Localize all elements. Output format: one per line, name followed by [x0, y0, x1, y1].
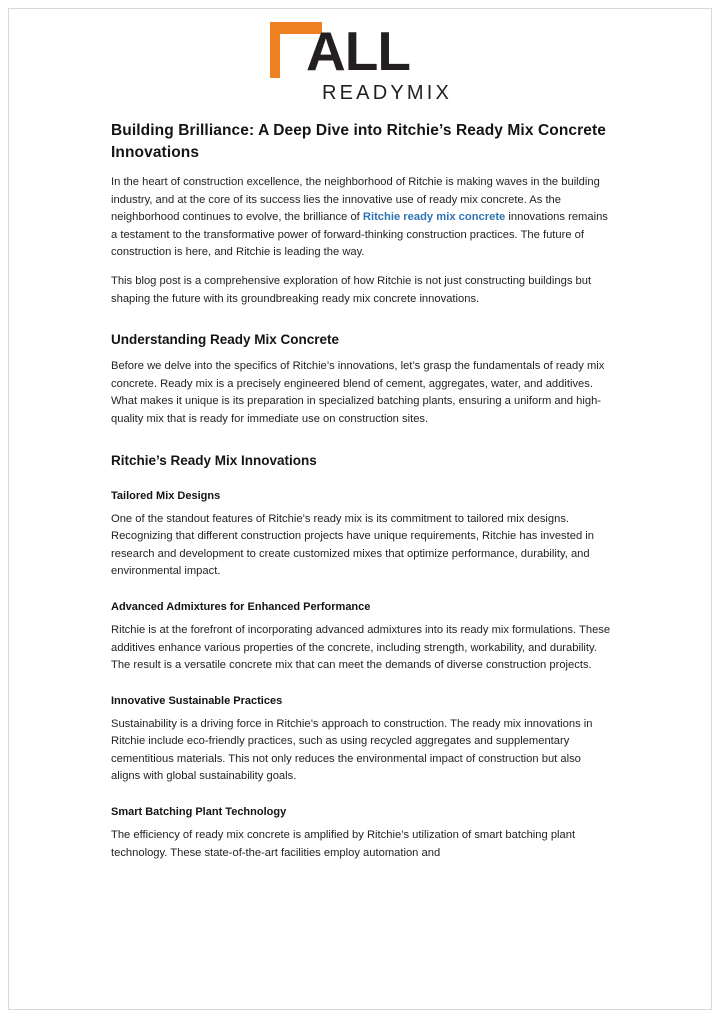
intro-paragraph-2: This blog post is a comprehensive exploration of how Ritchie is not just constructing buildings but shaping the future with its groundbreaking ready mix concrete innovations.	[111, 274, 592, 305]
section-heading-innovations: Ritchie’s Ready Mix Innovations	[111, 452, 317, 468]
document-page	[8, 8, 712, 1010]
subsection-body-sustainable-practices: Sustainability is a driving force in Ritchie’s approach to construction. The ready mix innovations in Ritchie include eco-friendly practices, such as using recycled aggregates and supplementary cementitious materials. This not only reduces the environmental impact of construction but also aligns with global sustainability goals.	[111, 717, 593, 783]
subsection-heading-sustainable-practices: Innovative Sustainable Practices	[111, 694, 283, 707]
all-readymix-logo	[270, 20, 453, 104]
ritchie-ready-mix-concrete-link[interactable]: Ritchie ready mix concrete	[362, 211, 506, 224]
intro-paragraph-1	[111, 174, 611, 262]
section-heading-understanding: Understanding Ready Mix Concrete	[111, 332, 340, 348]
section-body-understanding: Before we delve into the specifics of Ritchie’s innovations, let’s grasp the fundamentals of ready mix concrete. Ready mix is a precisely engineered blend of cement, aggregates, water, and additives. What makes it unique is its preparation in specialized batching plants, ensuring a uniform and high-quality mix that is ready for immediate use on construction sites.	[111, 360, 605, 425]
subsection-body-tailored-mix-designs: One of the standout features of Ritchie’s ready mix is its commitment to tailored mix designs. Recognizing that different construction projects have unique requirements, Ritchie has invested in research and development to create customized mixes that optimize performance, durability, and environmental impact.	[111, 512, 594, 578]
logo-subtext: READYMIX	[322, 82, 453, 104]
subsection-body-advanced-admixtures: Ritchie is at the forefront of incorporating advanced admixtures into its ready mix formulations. These additives enhance various properties of the concrete, including strength, workability, and durability. The result is a versatile concrete mix that can meet the demands of diverse construction projects.	[111, 623, 611, 672]
subsection-body-smart-batching-plant: The efficiency of ready mix concrete is amplified by Ritchie’s utilization of smart batching plant technology. These state-of-the-art facilities employ automation and	[111, 829, 576, 859]
logo-wordmark: ALL	[306, 20, 410, 82]
logo-header	[9, 9, 711, 104]
document-body	[9, 104, 711, 862]
intro-text-before-link: In the heart of construction excellence, the neighborhood of Ritchie is making waves in the building industry, and at the core of its success lies the innovative use of ready mix concrete. As the neighborhood continues to evolve, the brilliance of	[111, 176, 600, 224]
intro-text-after-link: innovations remains a testament to the transformative power of forward-thinking construction practices. The future of construction is here, and Ritchie is leading the way.	[111, 211, 608, 259]
subsection-heading-tailored-mix-designs: Tailored Mix Designs	[111, 489, 221, 502]
subsection-heading-smart-batching-plant: Smart Batching Plant Technology	[111, 806, 287, 819]
page-title: Building Brilliance: A Deep Dive into Ritchie’s Ready Mix Concrete Innovations	[111, 122, 606, 161]
subsection-heading-advanced-admixtures: Advanced Admixtures for Enhanced Performance	[111, 600, 371, 613]
